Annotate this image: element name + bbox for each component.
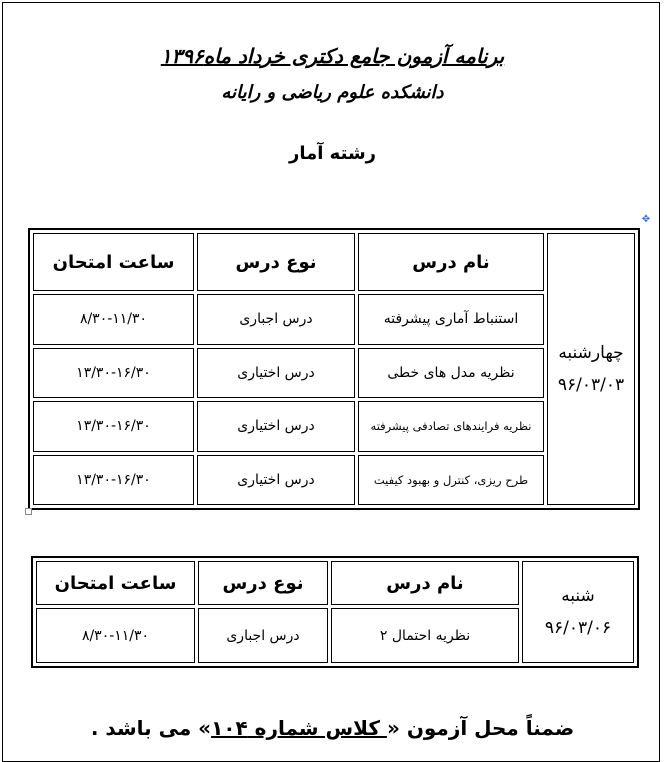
course-name-cell: استنباط آماری پیشرفته <box>358 294 544 345</box>
header-course-name: نام درس <box>331 561 519 605</box>
note-suffix: » می باشد . <box>90 716 212 740</box>
date-label: ۹۶/۰۳/۰۶ <box>544 618 612 638</box>
header-course-type: نوع درس <box>198 561 328 605</box>
day-label: شنبه <box>561 586 595 606</box>
day-label: چهارشنبه <box>558 343 624 363</box>
date-label: ۹۶/۰۳/۰۳ <box>557 375 625 395</box>
table-resize-handle[interactable] <box>25 508 32 515</box>
exam-time-cell: ۱۳/۳۰-۱۶/۳۰ <box>33 455 194 506</box>
course-type-cell: درس اجباری <box>197 294 355 345</box>
exam-location-note <box>0 716 665 740</box>
faculty-title: دانشکده علوم ریاضی و رایانه <box>221 82 444 103</box>
course-type-cell: درس اجباری <box>198 608 328 663</box>
schedule-table-wednesday <box>28 228 640 510</box>
course-name-cell: نظریه فرایندهای تصادفی پیشرفته <box>358 401 544 452</box>
table-row <box>33 294 635 345</box>
header-course-name: نام درس <box>358 233 544 291</box>
course-type-cell: درس اختیاری <box>197 348 355 399</box>
exam-location: کلاس شماره ۱۰۴ <box>211 716 387 740</box>
table-move-icon[interactable]: ✥ <box>641 214 651 225</box>
exam-program-title <box>0 44 665 68</box>
header-exam-time: ساعت امتحان <box>36 561 195 605</box>
header-course-type: نوع درس <box>197 233 355 291</box>
course-name-cell: نظریه احتمال ۲ <box>331 608 519 663</box>
exam-time-cell: ۱۳/۳۰-۱۶/۳۰ <box>33 401 194 452</box>
table-row <box>33 348 635 399</box>
exam-time-cell: ۱۳/۳۰-۱۶/۳۰ <box>33 348 194 399</box>
title-line-1: برنامه آزمون جامع دکتری خرداد ماه۱۳۹۶ <box>160 44 505 68</box>
day-cell <box>522 561 634 663</box>
course-type-cell: درس اختیاری <box>197 401 355 452</box>
course-name-cell: طرح ریزی، کنترل و بهبود کیفیت <box>358 455 544 506</box>
day-cell <box>547 233 635 505</box>
course-name-cell: نظریه مدل های خطی <box>358 348 544 399</box>
schedule-table-saturday <box>31 556 639 668</box>
exam-time-cell: ۸/۳۰-۱۱/۳۰ <box>33 294 194 345</box>
field-title: رشته آمار <box>288 143 377 164</box>
course-type-cell: درس اختیاری <box>197 455 355 506</box>
note-prefix: ضمناً محل آزمون « <box>386 716 575 740</box>
exam-time-cell: ۸/۳۰-۱۱/۳۰ <box>36 608 195 663</box>
table-row <box>33 455 635 506</box>
header-exam-time: ساعت امتحان <box>33 233 194 291</box>
table-row <box>33 401 635 452</box>
